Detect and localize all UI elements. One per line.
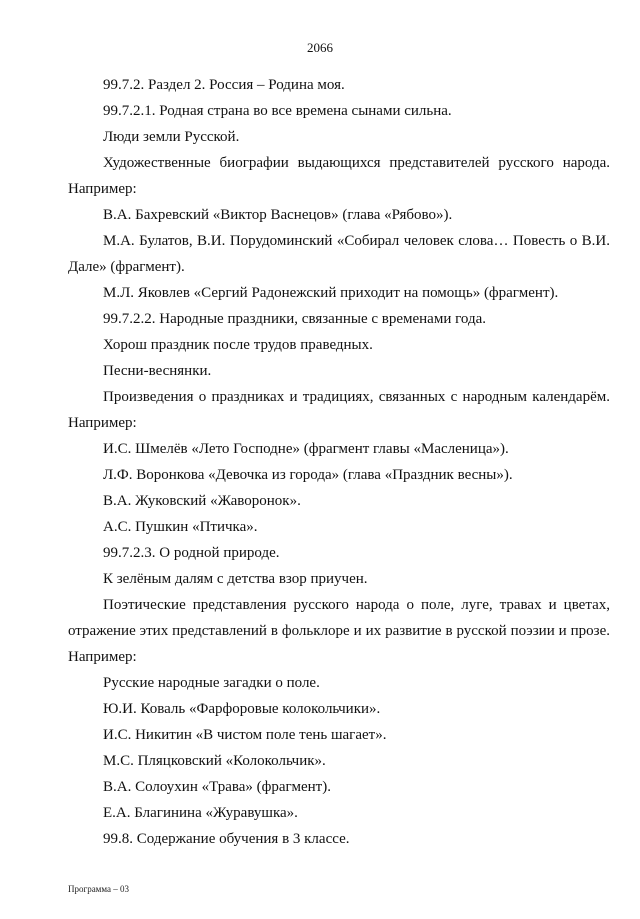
topic-line: Песни-веснянки. xyxy=(103,363,212,379)
reading-item: Русские народные загадки о поле. xyxy=(103,675,320,691)
paragraph: Художественные биографии выдающихся представителей русского народа. Например: xyxy=(68,155,610,197)
reading-item: М.Л. Яковлев «Сергий Радонежский приходит на помощь» (фрагмент). xyxy=(103,285,559,301)
reading-item: И.С. Никитин «В чистом поле тень шагает». xyxy=(103,727,387,743)
topic-line: Хорош праздник после трудов праведных. xyxy=(103,337,373,353)
reading-item: И.С. Шмелёв «Лето Господне» (фрагмент главы «Масленица»). xyxy=(103,441,509,457)
topic-line: Люди земли Русской. xyxy=(103,129,240,145)
reading-item: А.С. Пушкин «Птичка». xyxy=(103,519,258,535)
paragraph: Поэтические представления русского народа о поле, луге, травах и цветах, отражение этих представлений в фольклоре и их развитие в русской поэзии и прозе. Например: xyxy=(68,597,610,665)
subsection-heading: 99.7.2.1. Родная страна во все времена сынами сильна. xyxy=(103,103,452,119)
reading-item: Л.Ф. Воронкова «Девочка из города» (глава «Праздник весны»). xyxy=(103,467,513,483)
reading-item: М.А. Булатов, В.И. Порудоминский «Собирал человек слова… Повесть о В.И. Дале» (фрагмент). xyxy=(68,233,610,275)
paragraph: Произведения о праздниках и традициях, связанных с народным календарём. Например: xyxy=(68,389,610,431)
reading-item: В.А. Солоухин «Трава» (фрагмент). xyxy=(103,779,331,795)
reading-item: В.А. Жуковский «Жаворонок». xyxy=(103,493,301,509)
reading-item: Е.А. Благинина «Журавушка». xyxy=(103,805,298,821)
topic-line: К зелёным далям с детства взор приучен. xyxy=(103,571,368,587)
document-body xyxy=(68,72,610,852)
subsection-heading: 99.7.2.3. О родной природе. xyxy=(103,545,280,561)
section-heading: 99.7.2. Раздел 2. Россия – Родина моя. xyxy=(103,77,345,93)
subsection-heading: 99.7.2.2. Народные праздники, связанные с временами года. xyxy=(103,311,486,327)
reading-item: В.А. Бахревский «Виктор Васнецов» (глава «Рябово»). xyxy=(103,207,453,223)
page-number: 2066 xyxy=(307,40,333,55)
footer-note: Программа – 03 xyxy=(68,884,130,894)
section-heading: 99.8. Содержание обучения в 3 классе. xyxy=(103,831,350,847)
reading-item: Ю.И. Коваль «Фарфоровые колокольчики». xyxy=(103,701,381,717)
reading-item: М.С. Пляцковский «Колокольчик». xyxy=(103,753,326,769)
